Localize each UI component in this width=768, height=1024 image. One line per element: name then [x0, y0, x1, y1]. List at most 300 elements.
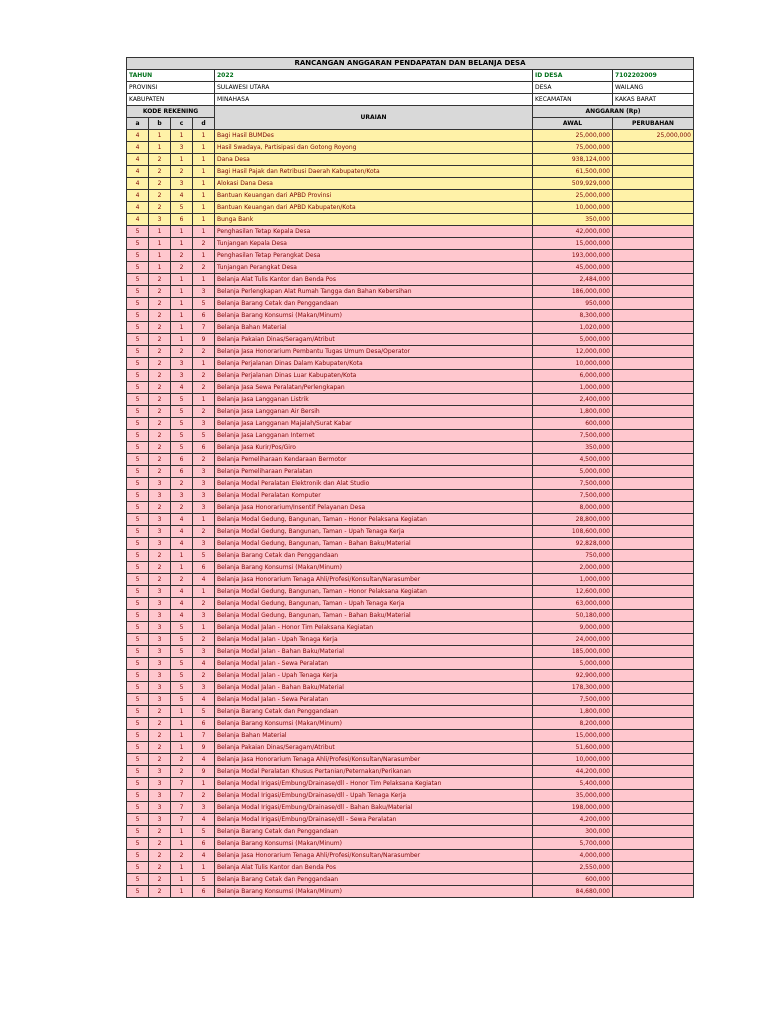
- kode-d-cell: 2: [193, 634, 215, 646]
- anggaran-awal-cell: 5,000,000: [533, 334, 613, 346]
- kode-d-cell: 6: [193, 718, 215, 730]
- kode-c-cell: 1: [171, 274, 193, 286]
- kode-a-cell: 5: [127, 394, 149, 406]
- anggaran-awal-cell: 45,000,000: [533, 262, 613, 274]
- table-row: [127, 142, 694, 154]
- kode-a-cell: 4: [127, 166, 149, 178]
- table-row: [127, 814, 694, 826]
- kode-d-cell: 1: [193, 622, 215, 634]
- table-row: [127, 514, 694, 526]
- anggaran-awal-cell: 2,400,000: [533, 394, 613, 406]
- kode-b-cell: 1: [149, 262, 171, 274]
- kode-c-cell: 2: [171, 850, 193, 862]
- kode-a-cell: 5: [127, 730, 149, 742]
- kode-c-cell: 1: [171, 742, 193, 754]
- anggaran-perubahan-cell: [613, 322, 694, 334]
- table-row: [127, 598, 694, 610]
- uraian-cell: Belanja Perjalanan Dinas Luar Kabupaten/Kota: [215, 370, 533, 382]
- table-row: [127, 226, 694, 238]
- anggaran-perubahan-cell: [613, 622, 694, 634]
- anggaran-awal-cell: 50,180,000: [533, 610, 613, 622]
- provinsi-label: PROVINSI: [127, 82, 215, 94]
- kode-a-cell: 5: [127, 238, 149, 250]
- table-row: [127, 610, 694, 622]
- iddesa-value: 7102202009: [613, 70, 694, 82]
- uraian-cell: Belanja Barang Cetak dan Penggandaan: [215, 298, 533, 310]
- kode-c-cell: 5: [171, 418, 193, 430]
- anggaran-awal-cell: 25,000,000: [533, 190, 613, 202]
- kode-c-cell: 5: [171, 406, 193, 418]
- kode-c-cell: 5: [171, 658, 193, 670]
- kode-a-cell: 5: [127, 274, 149, 286]
- kode-d-cell: 9: [193, 766, 215, 778]
- tahun-value: 2022: [215, 70, 533, 82]
- kode-b-cell: 3: [149, 766, 171, 778]
- meta-row-provinsi: [127, 82, 694, 94]
- table-row: [127, 358, 694, 370]
- kode-d-cell: 3: [193, 490, 215, 502]
- kode-a-cell: 5: [127, 346, 149, 358]
- kode-d-cell: 2: [193, 346, 215, 358]
- anggaran-awal-cell: 198,000,000: [533, 802, 613, 814]
- uraian-cell: Belanja Barang Cetak dan Penggandaan: [215, 826, 533, 838]
- kode-a-cell: 5: [127, 226, 149, 238]
- title-row: [127, 58, 694, 70]
- uraian-cell: Belanja Perlengkapan Alat Rumah Tangga dan Bahan Kebersihan: [215, 286, 533, 298]
- uraian-header: URAIAN: [215, 106, 533, 130]
- kode-b-cell: 2: [149, 574, 171, 586]
- kode-d-cell: 3: [193, 478, 215, 490]
- table-row: [127, 310, 694, 322]
- table-row: [127, 682, 694, 694]
- kode-c-cell: 7: [171, 814, 193, 826]
- kode-d-cell: 3: [193, 646, 215, 658]
- uraian-cell: Belanja Barang Konsumsi (Makan/Minum): [215, 838, 533, 850]
- uraian-cell: Belanja Jasa Langganan Majalah/Surat Kabar: [215, 418, 533, 430]
- table-row: [127, 214, 694, 226]
- kode-a-cell: 5: [127, 850, 149, 862]
- kode-c-cell: 6: [171, 454, 193, 466]
- uraian-cell: Belanja Modal Peralatan Elektronik dan Alat Studio: [215, 478, 533, 490]
- uraian-cell: Belanja Perjalanan Dinas Dalam Kabupaten/Kota: [215, 358, 533, 370]
- kode-b-cell: 2: [149, 550, 171, 562]
- kode-d-cell: 3: [193, 538, 215, 550]
- kode-c-cell: 1: [171, 310, 193, 322]
- uraian-cell: Bantuan Keuangan dari APBD Provinsi: [215, 190, 533, 202]
- anggaran-perubahan-cell: [613, 814, 694, 826]
- anggaran-perubahan-cell: [613, 154, 694, 166]
- anggaran-awal-cell: 2,550,000: [533, 862, 613, 874]
- anggaran-perubahan-cell: [613, 286, 694, 298]
- kode-a-cell: 5: [127, 454, 149, 466]
- kode-rekening-header: KODE REKENING: [127, 106, 215, 118]
- anggaran-perubahan-cell: [613, 526, 694, 538]
- kode-b-cell: 3: [149, 790, 171, 802]
- kode-a-cell: 5: [127, 694, 149, 706]
- header-row-1: [127, 106, 694, 118]
- kode-c-cell: 5: [171, 202, 193, 214]
- kode-d-cell: 2: [193, 790, 215, 802]
- kode-a-cell: 5: [127, 742, 149, 754]
- uraian-cell: Tunjangan Perangkat Desa: [215, 262, 533, 274]
- kode-b-cell: 2: [149, 730, 171, 742]
- kode-d-cell: 1: [193, 514, 215, 526]
- table-row: [127, 862, 694, 874]
- kode-b-cell: 2: [149, 454, 171, 466]
- kode-d-cell: 4: [193, 754, 215, 766]
- kode-d-cell: 2: [193, 598, 215, 610]
- kode-d-cell: 6: [193, 562, 215, 574]
- anggaran-awal-cell: 300,000: [533, 826, 613, 838]
- kode-a-cell: 5: [127, 838, 149, 850]
- desa-label: DESA: [533, 82, 613, 94]
- anggaran-perubahan-cell: [613, 490, 694, 502]
- perubahan-header: PERUBAHAN: [613, 118, 694, 130]
- kode-d-cell: 3: [193, 610, 215, 622]
- uraian-cell: Belanja Barang Konsumsi (Makan/Minum): [215, 562, 533, 574]
- kode-c-cell: 5: [171, 634, 193, 646]
- table-row: [127, 802, 694, 814]
- uraian-cell: Belanja Modal Gedung, Bangunan, Taman - Upah Tenaga Kerja: [215, 526, 533, 538]
- table-row: [127, 298, 694, 310]
- anggaran-perubahan-cell: [613, 610, 694, 622]
- kode-b-cell: 2: [149, 334, 171, 346]
- anggaran-perubahan-cell: [613, 802, 694, 814]
- kode-b-cell: 3: [149, 514, 171, 526]
- anggaran-awal-cell: 51,600,000: [533, 742, 613, 754]
- kode-b-cell: 2: [149, 274, 171, 286]
- table-row: [127, 502, 694, 514]
- anggaran-perubahan-cell: [613, 190, 694, 202]
- kode-b-cell: 1: [149, 238, 171, 250]
- anggaran-perubahan-cell: [613, 742, 694, 754]
- anggaran-perubahan-cell: [613, 298, 694, 310]
- uraian-cell: Belanja Jasa Langganan Listrik: [215, 394, 533, 406]
- kode-a-cell: 5: [127, 598, 149, 610]
- kode-b-cell: 1: [149, 226, 171, 238]
- table-row: [127, 190, 694, 202]
- kode-c-cell: 1: [171, 730, 193, 742]
- anggaran-awal-cell: 75,000,000: [533, 142, 613, 154]
- uraian-cell: Belanja Pemeliharaan Peralatan: [215, 466, 533, 478]
- anggaran-perubahan-cell: [613, 334, 694, 346]
- kode-c-cell: 4: [171, 514, 193, 526]
- kode-c-cell: 2: [171, 754, 193, 766]
- kode-a-cell: 5: [127, 514, 149, 526]
- kode-c-cell: 7: [171, 790, 193, 802]
- uraian-cell: Belanja Modal Gedung, Bangunan, Taman - Bahan Baku/Material: [215, 610, 533, 622]
- uraian-cell: Belanja Jasa Honorarium Tenaga Ahli/Profesi/Konsultan/Narasumber: [215, 754, 533, 766]
- anggaran-awal-cell: 28,800,000: [533, 514, 613, 526]
- table-row: [127, 490, 694, 502]
- kode-a-cell: 5: [127, 502, 149, 514]
- kode-a-cell: 5: [127, 490, 149, 502]
- kode-c-cell: 1: [171, 226, 193, 238]
- kode-a-cell: 5: [127, 790, 149, 802]
- anggaran-awal-cell: 42,000,000: [533, 226, 613, 238]
- uraian-cell: Belanja Jasa Honorarium/Insentif Pelayanan Desa: [215, 502, 533, 514]
- kode-a-cell: 4: [127, 202, 149, 214]
- kode-d-cell: 4: [193, 814, 215, 826]
- kode-a-cell: 5: [127, 406, 149, 418]
- kode-d-cell: 5: [193, 430, 215, 442]
- kode-a-cell: 5: [127, 886, 149, 898]
- kode-b-cell: 2: [149, 154, 171, 166]
- kode-b-cell: 3: [149, 598, 171, 610]
- uraian-cell: Belanja Modal Jalan - Bahan Baku/Material: [215, 646, 533, 658]
- kode-c-cell: 1: [171, 154, 193, 166]
- uraian-cell: Alokasi Dana Desa: [215, 178, 533, 190]
- table-row: [127, 694, 694, 706]
- kode-b-cell: 2: [149, 190, 171, 202]
- col-c-header: c: [171, 118, 193, 130]
- kode-d-cell: 6: [193, 442, 215, 454]
- kode-c-cell: 5: [171, 694, 193, 706]
- kode-d-cell: 1: [193, 394, 215, 406]
- anggaran-awal-cell: 35,000,000: [533, 790, 613, 802]
- uraian-cell: Belanja Pakaian Dinas/Seragam/Atribut: [215, 742, 533, 754]
- anggaran-awal-cell: 7,500,000: [533, 490, 613, 502]
- anggaran-awal-cell: 108,600,000: [533, 526, 613, 538]
- anggaran-awal-cell: 193,000,000: [533, 250, 613, 262]
- anggaran-awal-cell: 2,484,000: [533, 274, 613, 286]
- kode-d-cell: 1: [193, 862, 215, 874]
- anggaran-awal-cell: 12,000,000: [533, 346, 613, 358]
- kode-b-cell: 3: [149, 670, 171, 682]
- desa-value: WAILANG: [613, 82, 694, 94]
- meta-row-tahun: [127, 70, 694, 82]
- uraian-cell: Belanja Bahan Material: [215, 730, 533, 742]
- kode-a-cell: 4: [127, 214, 149, 226]
- kode-c-cell: 5: [171, 622, 193, 634]
- anggaran-awal-cell: 4,000,000: [533, 850, 613, 862]
- kode-d-cell: 6: [193, 886, 215, 898]
- kode-d-cell: 4: [193, 850, 215, 862]
- table-row: [127, 130, 694, 142]
- anggaran-awal-cell: 44,200,000: [533, 766, 613, 778]
- anggaran-perubahan-cell: [613, 706, 694, 718]
- kode-b-cell: 2: [149, 286, 171, 298]
- anggaran-awal-cell: 600,000: [533, 418, 613, 430]
- table-row: [127, 454, 694, 466]
- kode-a-cell: 5: [127, 862, 149, 874]
- table-row: [127, 574, 694, 586]
- kode-b-cell: 2: [149, 862, 171, 874]
- anggaran-perubahan-cell: [613, 850, 694, 862]
- anggaran-awal-cell: 1,800,000: [533, 406, 613, 418]
- kode-d-cell: 2: [193, 382, 215, 394]
- anggaran-perubahan-cell: [613, 598, 694, 610]
- budget-table: [126, 57, 694, 898]
- uraian-cell: Belanja Modal Jalan - Bahan Baku/Material: [215, 682, 533, 694]
- table-row: [127, 418, 694, 430]
- uraian-cell: Belanja Barang Konsumsi (Makan/Minum): [215, 310, 533, 322]
- anggaran-perubahan-cell: [613, 442, 694, 454]
- kecamatan-label: KECAMATAN: [533, 94, 613, 106]
- anggaran-perubahan-cell: [613, 754, 694, 766]
- kode-c-cell: 1: [171, 130, 193, 142]
- awal-header: AWAL: [533, 118, 613, 130]
- kode-d-cell: 1: [193, 190, 215, 202]
- kode-a-cell: 5: [127, 262, 149, 274]
- kabupaten-label: KABUPATEN: [127, 94, 215, 106]
- uraian-cell: Belanja Modal Jalan - Sewa Peralatan: [215, 658, 533, 670]
- kode-d-cell: 1: [193, 274, 215, 286]
- uraian-cell: Belanja Barang Konsumsi (Makan/Minum): [215, 886, 533, 898]
- anggaran-perubahan-cell: 25,000,000: [613, 130, 694, 142]
- uraian-cell: Penghasilan Tetap Kepala Desa: [215, 226, 533, 238]
- anggaran-perubahan-cell: [613, 538, 694, 550]
- kabupaten-value: MINAHASA: [215, 94, 533, 106]
- anggaran-perubahan-cell: [613, 178, 694, 190]
- table-row: [127, 442, 694, 454]
- anggaran-awal-cell: 600,000: [533, 874, 613, 886]
- table-row: [127, 670, 694, 682]
- anggaran-perubahan-cell: [613, 454, 694, 466]
- kode-d-cell: 3: [193, 418, 215, 430]
- anggaran-awal-cell: 25,000,000: [533, 130, 613, 142]
- anggaran-perubahan-cell: [613, 262, 694, 274]
- uraian-cell: Belanja Modal Gedung, Bangunan, Taman - Upah Tenaga Kerja: [215, 598, 533, 610]
- table-row: [127, 178, 694, 190]
- table-row: [127, 202, 694, 214]
- kode-b-cell: 2: [149, 322, 171, 334]
- anggaran-perubahan-cell: [613, 886, 694, 898]
- table-row: [127, 406, 694, 418]
- kode-a-cell: 5: [127, 334, 149, 346]
- uraian-cell: Bantuan Keuangan dari APBD Kabupaten/Kota: [215, 202, 533, 214]
- kode-b-cell: 2: [149, 466, 171, 478]
- table-row: [127, 754, 694, 766]
- kode-d-cell: 7: [193, 322, 215, 334]
- uraian-cell: Belanja Jasa Sewa Peralatan/Perlengkapan: [215, 382, 533, 394]
- anggaran-perubahan-cell: [613, 550, 694, 562]
- table-row: [127, 826, 694, 838]
- kode-a-cell: 5: [127, 442, 149, 454]
- uraian-cell: Belanja Modal Jalan - Upah Tenaga Kerja: [215, 670, 533, 682]
- kode-c-cell: 4: [171, 610, 193, 622]
- kode-b-cell: 3: [149, 586, 171, 598]
- anggaran-perubahan-cell: [613, 778, 694, 790]
- kode-d-cell: 1: [193, 142, 215, 154]
- anggaran-perubahan-cell: [613, 430, 694, 442]
- table-row: [127, 538, 694, 550]
- anggaran-perubahan-cell: [613, 238, 694, 250]
- kode-c-cell: 1: [171, 286, 193, 298]
- kode-c-cell: 6: [171, 214, 193, 226]
- kode-d-cell: 9: [193, 742, 215, 754]
- kode-b-cell: 2: [149, 406, 171, 418]
- anggaran-awal-cell: 5,000,000: [533, 658, 613, 670]
- kode-d-cell: 5: [193, 874, 215, 886]
- kode-c-cell: 1: [171, 334, 193, 346]
- anggaran-perubahan-cell: [613, 658, 694, 670]
- anggaran-awal-cell: 9,000,000: [533, 622, 613, 634]
- kode-d-cell: 3: [193, 682, 215, 694]
- anggaran-perubahan-cell: [613, 358, 694, 370]
- uraian-cell: Belanja Modal Peralatan Komputer: [215, 490, 533, 502]
- kode-c-cell: 3: [171, 142, 193, 154]
- uraian-cell: Belanja Bahan Material: [215, 322, 533, 334]
- anggaran-perubahan-cell: [613, 274, 694, 286]
- kode-c-cell: 5: [171, 646, 193, 658]
- kode-a-cell: 5: [127, 382, 149, 394]
- kode-b-cell: 2: [149, 418, 171, 430]
- kode-c-cell: 5: [171, 430, 193, 442]
- kode-c-cell: 2: [171, 574, 193, 586]
- kode-a-cell: 5: [127, 370, 149, 382]
- kode-d-cell: 1: [193, 202, 215, 214]
- kode-d-cell: 1: [193, 226, 215, 238]
- anggaran-perubahan-cell: [613, 790, 694, 802]
- table-row: [127, 346, 694, 358]
- kode-a-cell: 5: [127, 310, 149, 322]
- kode-d-cell: 1: [193, 154, 215, 166]
- anggaran-awal-cell: 1,000,000: [533, 574, 613, 586]
- anggaran-perubahan-cell: [613, 370, 694, 382]
- uraian-cell: Belanja Jasa Honorarium Tenaga Ahli/Profesi/Konsultan/Narasumber: [215, 574, 533, 586]
- anggaran-perubahan-cell: [613, 766, 694, 778]
- col-b-header: b: [149, 118, 171, 130]
- kode-d-cell: 3: [193, 802, 215, 814]
- table-row: [127, 430, 694, 442]
- kode-b-cell: 3: [149, 814, 171, 826]
- kode-a-cell: 5: [127, 610, 149, 622]
- kode-b-cell: 2: [149, 166, 171, 178]
- table-row: [127, 250, 694, 262]
- kode-b-cell: 2: [149, 502, 171, 514]
- anggaran-perubahan-cell: [613, 310, 694, 322]
- table-row: [127, 466, 694, 478]
- kode-c-cell: 1: [171, 238, 193, 250]
- kode-b-cell: 2: [149, 886, 171, 898]
- kode-b-cell: 2: [149, 178, 171, 190]
- anggaran-perubahan-cell: [613, 874, 694, 886]
- uraian-cell: Belanja Modal Jalan - Honor Tim Pelaksana Kegiatan: [215, 622, 533, 634]
- kode-c-cell: 7: [171, 778, 193, 790]
- anggaran-perubahan-cell: [613, 406, 694, 418]
- anggaran-perubahan-cell: [613, 634, 694, 646]
- kode-d-cell: 2: [193, 670, 215, 682]
- anggaran-awal-cell: 84,680,000: [533, 886, 613, 898]
- kode-a-cell: 5: [127, 874, 149, 886]
- anggaran-perubahan-cell: [613, 826, 694, 838]
- anggaran-perubahan-cell: [613, 646, 694, 658]
- anggaran-awal-cell: 350,000: [533, 442, 613, 454]
- kode-d-cell: 4: [193, 574, 215, 586]
- anggaran-awal-cell: 938,124,000: [533, 154, 613, 166]
- table-row: [127, 394, 694, 406]
- kode-a-cell: 5: [127, 646, 149, 658]
- kode-d-cell: 3: [193, 502, 215, 514]
- kode-c-cell: 1: [171, 298, 193, 310]
- uraian-cell: Bunga Bank: [215, 214, 533, 226]
- kode-d-cell: 6: [193, 310, 215, 322]
- kode-a-cell: 5: [127, 658, 149, 670]
- kode-a-cell: 5: [127, 670, 149, 682]
- table-row: [127, 478, 694, 490]
- kode-d-cell: 1: [193, 214, 215, 226]
- anggaran-perubahan-cell: [613, 670, 694, 682]
- kode-c-cell: 2: [171, 502, 193, 514]
- kode-a-cell: 5: [127, 250, 149, 262]
- kode-c-cell: 1: [171, 838, 193, 850]
- table-row: [127, 370, 694, 382]
- kode-a-cell: 5: [127, 718, 149, 730]
- anggaran-awal-cell: 24,000,000: [533, 634, 613, 646]
- kode-b-cell: 2: [149, 754, 171, 766]
- table-row: [127, 706, 694, 718]
